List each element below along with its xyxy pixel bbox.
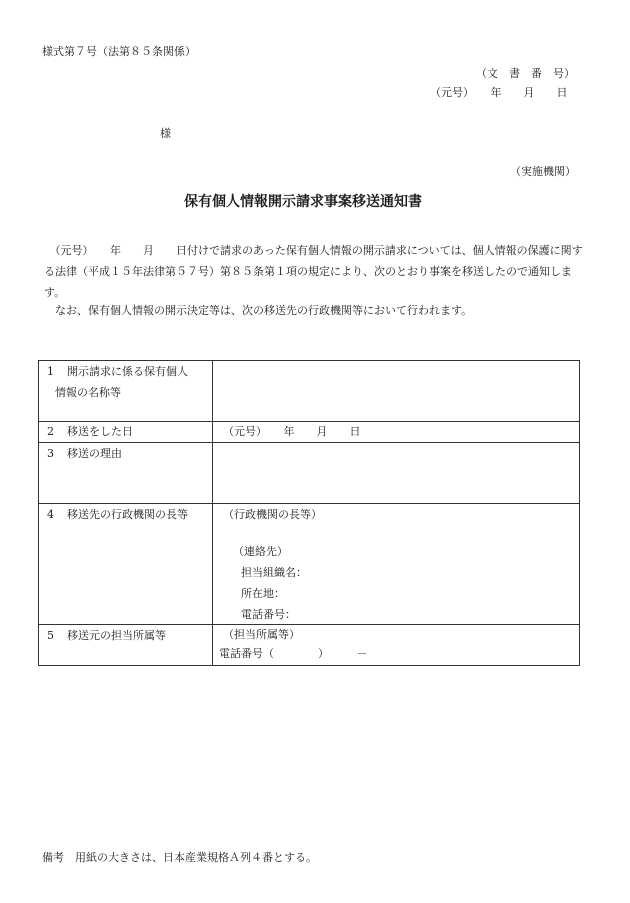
- row-2-label-text: 移送をした日: [67, 425, 133, 438]
- source-department: （担当所属等）: [223, 628, 300, 641]
- table-row: [39, 443, 580, 504]
- source-phone: 電話番号（ ） －: [219, 647, 368, 660]
- row-number: 3: [47, 447, 54, 460]
- row-1-label-line-1: 開示請求に係る保有個人: [67, 365, 188, 378]
- row-2-label: [39, 422, 213, 443]
- row-4-label: [39, 504, 213, 625]
- body-paragraph-2: なお、保有個人情報の開示決定等は、次の移送先の行政機関等において行われます。: [44, 304, 473, 317]
- form-number: 様式第７号（法第８５条関係）: [42, 45, 196, 58]
- row-5-label-text: 移送元の担当所属等: [67, 629, 166, 642]
- table-row: [39, 625, 580, 666]
- implementing-agency: （実施機関）: [510, 165, 576, 178]
- document-number: （文 書 番 号）: [476, 67, 575, 80]
- row-3-label: [39, 443, 213, 504]
- row-5-value[interactable]: [213, 625, 580, 666]
- row-3-label-text: 移送の理由: [67, 447, 122, 460]
- row-number: 4: [47, 508, 54, 521]
- row-4-label-text: 移送先の行政機関の長等: [67, 508, 188, 521]
- transfer-form-table: [38, 360, 580, 666]
- phone-field: 電話番号：: [241, 608, 296, 621]
- row-5-label: [39, 625, 213, 666]
- row-number: 5: [47, 629, 54, 642]
- row-4-value[interactable]: [213, 504, 580, 625]
- addressee-suffix: 様: [160, 127, 171, 140]
- row-1-label-line-2: 情報の名称等: [55, 386, 121, 399]
- page-title: 保有個人情報開示請求事案移送通知書: [184, 194, 422, 210]
- row-1-label: [39, 361, 213, 422]
- address-field: 所在地：: [241, 587, 285, 600]
- destination-agency-head: （行政機関の長等）: [223, 508, 322, 521]
- table-row: [39, 422, 580, 443]
- row-number: 1: [47, 365, 54, 378]
- footer-note: 備考 用紙の大きさは、日本産業規格Ａ列４番とする。: [42, 851, 317, 864]
- transfer-date: （元号） 年 月 日: [223, 425, 361, 438]
- row-3-value[interactable]: [213, 443, 580, 504]
- row-1-value[interactable]: [213, 361, 580, 422]
- date-line: （元号） 年 月 日: [430, 86, 568, 99]
- contact-heading: （連絡先）: [233, 545, 288, 558]
- row-2-value[interactable]: [213, 422, 580, 443]
- row-number: 2: [47, 425, 54, 438]
- table-row: [39, 504, 580, 625]
- body-paragraph-1: （元号） 年 月 日付けで請求のあった保有個人情報の開示請求については、個人情報の保護に関する法律（平成１５年法律第５７号）第８５条第１項の規定により、次のとおり事案を移送したので通知します。: [44, 244, 583, 299]
- table-row: [39, 361, 580, 422]
- organization-name-field: 担当組織名：: [241, 566, 307, 579]
